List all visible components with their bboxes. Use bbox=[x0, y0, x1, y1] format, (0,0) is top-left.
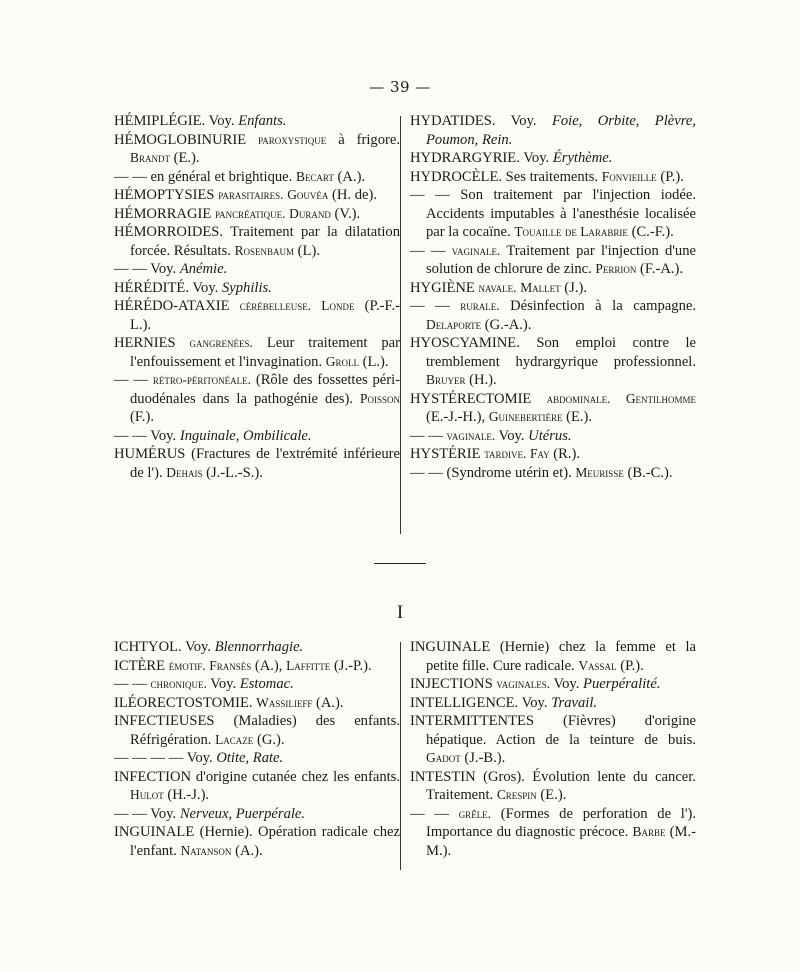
index-entry bbox=[114, 427, 400, 446]
entry-text: rurale. bbox=[460, 298, 500, 313]
entry-text: Estomac. bbox=[239, 676, 294, 692]
entry-text: HYDATIDES. Voy. bbox=[410, 113, 552, 129]
entry-text: ILÉORECTOSTOMIE. bbox=[114, 694, 257, 711]
entry-text: — — Voy. bbox=[114, 427, 180, 444]
entry-text bbox=[611, 391, 626, 407]
entry-text: — — bbox=[410, 427, 447, 444]
entry-text: HYDRARGYRIE. Voy. bbox=[410, 150, 553, 166]
entry-text: INTERMITTENTES (Fièvres) d'origine hépatique. Action de la teinture de buis. bbox=[410, 713, 696, 748]
entry-text: émotif. bbox=[168, 657, 206, 673]
entry-text: Vassal bbox=[578, 657, 617, 673]
index-column-left-top bbox=[114, 112, 400, 482]
entry-text: Bruyer bbox=[426, 372, 466, 387]
entry-text: navale. bbox=[478, 279, 517, 295]
entry-text: (A.). bbox=[312, 694, 344, 711]
index-entry bbox=[114, 186, 400, 205]
entry-text: Touaille de Larabrie bbox=[514, 224, 628, 239]
index-entry bbox=[410, 712, 696, 768]
entry-text: HÉMOPTYSIES bbox=[114, 187, 219, 203]
entry-text: — — bbox=[114, 372, 153, 388]
entry-text: (J.). bbox=[560, 279, 587, 296]
entry-text: pancréatique. bbox=[214, 205, 286, 221]
index-entry bbox=[410, 768, 696, 805]
entry-text: (E.). bbox=[169, 150, 200, 166]
entry-text: — — — — Voy. bbox=[114, 750, 217, 766]
entry-text: (J.-L.-S.). bbox=[202, 464, 263, 481]
entry-text: Anémie. bbox=[179, 261, 228, 277]
entry-text: parasitaires. bbox=[218, 187, 284, 202]
column-rule-top bbox=[400, 116, 401, 534]
entry-text: paroxystique bbox=[258, 131, 327, 147]
entry-text: INFECTIEUSES (Maladies) des enfants. Réfrigération. bbox=[114, 713, 400, 748]
entry-text: — — bbox=[410, 298, 461, 314]
entry-text: Leur traitement par l'enfouissement et l'invagination. bbox=[130, 335, 400, 370]
entry-text: Fonvieille bbox=[601, 168, 657, 184]
entry-text: Nerveux, Puerpérale. bbox=[179, 805, 306, 822]
index-column-right-bottom bbox=[410, 638, 696, 860]
index-entry bbox=[410, 168, 696, 187]
entry-text: Barbe bbox=[632, 824, 666, 839]
entry-text: Puerpéralité. bbox=[583, 676, 661, 692]
entry-text: HÉMORRAGIE bbox=[114, 205, 215, 222]
entry-text: Wassilieff bbox=[256, 694, 313, 710]
index-entry bbox=[114, 768, 400, 805]
index-entry bbox=[410, 638, 696, 675]
entry-text: (Formes de perforation de l'). Importance du diagnostic précoce. bbox=[426, 805, 696, 840]
index-entry bbox=[114, 445, 400, 482]
entry-text: Meurisse bbox=[575, 464, 624, 480]
entry-text: (A.). bbox=[231, 842, 263, 859]
entry-text: (E.). bbox=[536, 787, 567, 803]
entry-text: Gentilhomme bbox=[625, 390, 696, 406]
entry-text: Perrion bbox=[595, 261, 637, 276]
column-rule-bottom bbox=[400, 642, 401, 870]
entry-text: (M.-M.). bbox=[426, 824, 696, 859]
section-divider bbox=[374, 563, 426, 564]
entry-text: Groll bbox=[325, 353, 359, 369]
index-entry bbox=[410, 112, 696, 149]
entry-text: (F.). bbox=[130, 409, 154, 425]
entry-text: INFECTION d'origine cutanée chez les enfants. bbox=[114, 768, 400, 785]
index-entry bbox=[114, 279, 400, 298]
entry-text: (E.-J.-H.), bbox=[426, 409, 489, 425]
index-entry bbox=[114, 712, 400, 749]
index-entry bbox=[410, 445, 696, 464]
section-letter: I bbox=[396, 602, 404, 623]
entry-text: Becart bbox=[295, 168, 334, 184]
index-entry bbox=[114, 675, 400, 694]
entry-text: (H. de). bbox=[328, 187, 378, 203]
index-entry bbox=[114, 638, 400, 657]
entry-text: Foie, Orbite, Plèvre, Poumon, Rein. bbox=[426, 113, 696, 148]
entry-text: Rosenbaum bbox=[234, 242, 295, 258]
entry-text: (P.-F.-L.). bbox=[130, 298, 400, 333]
entry-text: (R.). bbox=[549, 446, 581, 462]
index-entry bbox=[410, 694, 696, 713]
entry-text: Fransès bbox=[209, 657, 252, 673]
entry-text: (G.-A.). bbox=[481, 316, 532, 333]
index-entry bbox=[410, 186, 696, 242]
entry-text: (G.). bbox=[253, 731, 285, 748]
entry-text: Utérus. bbox=[528, 427, 572, 444]
entry-text: INTELLIGENCE. Voy. bbox=[410, 694, 552, 711]
entry-text: HÉMOGLOBINURIE bbox=[114, 131, 259, 148]
entry-text: (E.). bbox=[562, 409, 593, 425]
index-entry bbox=[114, 823, 400, 860]
entry-text: HÉMORROIDES. Traitement par la dilatation forcée. Résultats. bbox=[114, 224, 400, 259]
entry-text: Voy. bbox=[206, 676, 240, 692]
entry-text: — — bbox=[114, 676, 151, 692]
entry-text: HÉRÉDO-ATAXIE bbox=[114, 298, 240, 314]
entry-text: Dehais bbox=[166, 464, 203, 480]
entry-text: (B.-C.). bbox=[623, 464, 673, 481]
index-entry bbox=[114, 371, 400, 427]
entry-text: Blennorrhagie. bbox=[214, 639, 304, 655]
index-entry bbox=[114, 223, 400, 260]
index-entry bbox=[114, 205, 400, 224]
index-entry bbox=[114, 112, 400, 131]
entry-text: Delaporte bbox=[426, 316, 482, 332]
entry-text: vaginales. bbox=[496, 676, 551, 691]
entry-text: — — bbox=[410, 805, 459, 822]
index-entry bbox=[410, 805, 696, 861]
entry-text: à frigore. bbox=[326, 131, 400, 148]
entry-text: Brandt bbox=[130, 150, 170, 165]
entry-text: (P.). bbox=[656, 168, 684, 185]
entry-text: Désinfection à la campagne. bbox=[499, 298, 697, 314]
entry-text bbox=[311, 298, 321, 314]
entry-text: — — Voy. bbox=[114, 261, 180, 277]
entry-text: — — en général et brightique. bbox=[114, 168, 296, 185]
index-column-left-bottom bbox=[114, 638, 400, 860]
entry-text: HYGIÈNE bbox=[410, 279, 479, 296]
entry-text: INTESTIN (Gros). Évolution lente du cancer. Traitement. bbox=[410, 768, 696, 803]
entry-text: Fay bbox=[529, 446, 550, 461]
index-entry bbox=[114, 805, 400, 824]
entry-text: (H.). bbox=[465, 372, 497, 388]
entry-text: (H.-J.). bbox=[163, 787, 210, 803]
entry-text: HÉRÉDITÉ. Voy. bbox=[114, 279, 222, 296]
page-number: — 39 — bbox=[369, 78, 431, 96]
index-entry bbox=[410, 390, 696, 427]
index-entry bbox=[114, 694, 400, 713]
entry-text: abdominale. bbox=[546, 390, 611, 406]
entry-text: HYOSCYAMINE. Son emploi contre le tremblement hydrargyrique professionnel. bbox=[410, 335, 696, 370]
entry-text: Laffitte bbox=[286, 657, 331, 673]
entry-text: HÉMIPLÉGIE. Voy. bbox=[114, 113, 239, 129]
index-entry bbox=[114, 260, 400, 279]
entry-text: tardive. bbox=[484, 446, 527, 461]
entry-text: rétro-péritonéale. bbox=[152, 372, 251, 387]
entry-text: Durand bbox=[289, 205, 331, 221]
index-entry bbox=[114, 297, 400, 334]
entry-text: Inguinale, Ombilicale. bbox=[179, 427, 312, 444]
index-entry bbox=[114, 334, 400, 371]
index-entry bbox=[114, 657, 400, 676]
entry-text: HYDROCÈLE. Ses traitements. bbox=[410, 168, 602, 185]
index-entry bbox=[410, 427, 696, 446]
entry-text: HUMÉRUS (Fractures de l'extrémité inférieure de l'). bbox=[114, 446, 400, 481]
entry-text: HYSTÉRECTOMIE bbox=[410, 390, 547, 407]
entry-text: (A.), bbox=[251, 657, 287, 674]
entry-text: (C.-F.). bbox=[627, 224, 674, 240]
entry-text: INGUINALE (Hernie) chez la femme et la petite fille. Cure radicale. bbox=[410, 639, 696, 674]
entry-text: (V.). bbox=[330, 205, 361, 222]
index-entry bbox=[410, 297, 696, 334]
entry-text: INGUINALE (Hernie). Opération radicale chez l'enfant. bbox=[114, 824, 400, 859]
entry-text: Guinebertière bbox=[488, 409, 563, 424]
entry-text: Voy. bbox=[550, 676, 584, 692]
entry-text: HERNIES bbox=[114, 335, 190, 351]
entry-text: HYSTÉRIE bbox=[410, 446, 485, 462]
entry-text: Syphilis. bbox=[221, 279, 272, 296]
entry-text: (P.). bbox=[616, 657, 644, 674]
index-entry bbox=[410, 334, 696, 390]
index-column-right-top bbox=[410, 112, 696, 482]
entry-text: Hulot bbox=[130, 787, 164, 802]
index-entry bbox=[114, 168, 400, 187]
entry-text: — — Voy. bbox=[114, 805, 180, 822]
index-entry bbox=[410, 464, 696, 483]
entry-text: Mallet bbox=[520, 279, 561, 295]
entry-text: Enfants. bbox=[238, 113, 287, 129]
entry-text: Londe bbox=[321, 298, 355, 313]
index-entry bbox=[410, 675, 696, 694]
entry-text: Voy. bbox=[495, 427, 529, 444]
entry-text: Gouvéa bbox=[287, 187, 329, 202]
entry-text: — — bbox=[410, 242, 452, 259]
entry-text: grêle. bbox=[458, 805, 492, 821]
entry-text: (L). bbox=[294, 242, 320, 259]
entry-text: gangrenées. bbox=[189, 335, 253, 350]
entry-text: Natanson bbox=[180, 842, 232, 858]
entry-text: (J.-B.). bbox=[460, 750, 506, 766]
entry-text: (Rôle des fossettes péri-duodénales dans la pathogénie des). bbox=[130, 372, 400, 407]
entry-text: Lacaze bbox=[215, 731, 254, 747]
entry-text: vaginale. bbox=[451, 242, 501, 258]
entry-text: Travail. bbox=[551, 694, 598, 711]
entry-text: Poisson bbox=[360, 390, 400, 406]
entry-text: Otite, Rate. bbox=[216, 750, 284, 766]
entry-text: (L.). bbox=[358, 353, 389, 370]
entry-text: ICTÈRE bbox=[114, 657, 169, 674]
entry-text: Traitement par l'injection d'une solution de chlorure de zinc. bbox=[426, 242, 696, 277]
index-entry bbox=[410, 149, 696, 168]
entry-text: vaginale. bbox=[446, 427, 496, 443]
index-entry bbox=[410, 242, 696, 279]
index-entry bbox=[114, 131, 400, 168]
entry-text: chronique. bbox=[150, 676, 207, 691]
entry-text: — — (Syndrome utérin et). bbox=[410, 464, 576, 481]
entry-text: cérébelleuse. bbox=[239, 298, 312, 313]
index-entry bbox=[410, 279, 696, 298]
entry-text: (F.-A.). bbox=[636, 261, 684, 277]
entry-text: Érythème. bbox=[552, 150, 613, 166]
entry-text: — — Son traitement par l'injection iodée. Accidents imputables à l'anesthésie localisée par la cocaïne. bbox=[410, 187, 696, 240]
entry-text: INJECTIONS bbox=[410, 676, 497, 692]
entry-text: (J.-P.). bbox=[330, 657, 372, 674]
index-entry bbox=[114, 749, 400, 768]
entry-text: Crespin bbox=[496, 787, 537, 802]
entry-text: ICHTYOL. Voy. bbox=[114, 639, 215, 655]
entry-text: (A.). bbox=[333, 168, 366, 185]
entry-text: Gadot bbox=[426, 750, 461, 765]
